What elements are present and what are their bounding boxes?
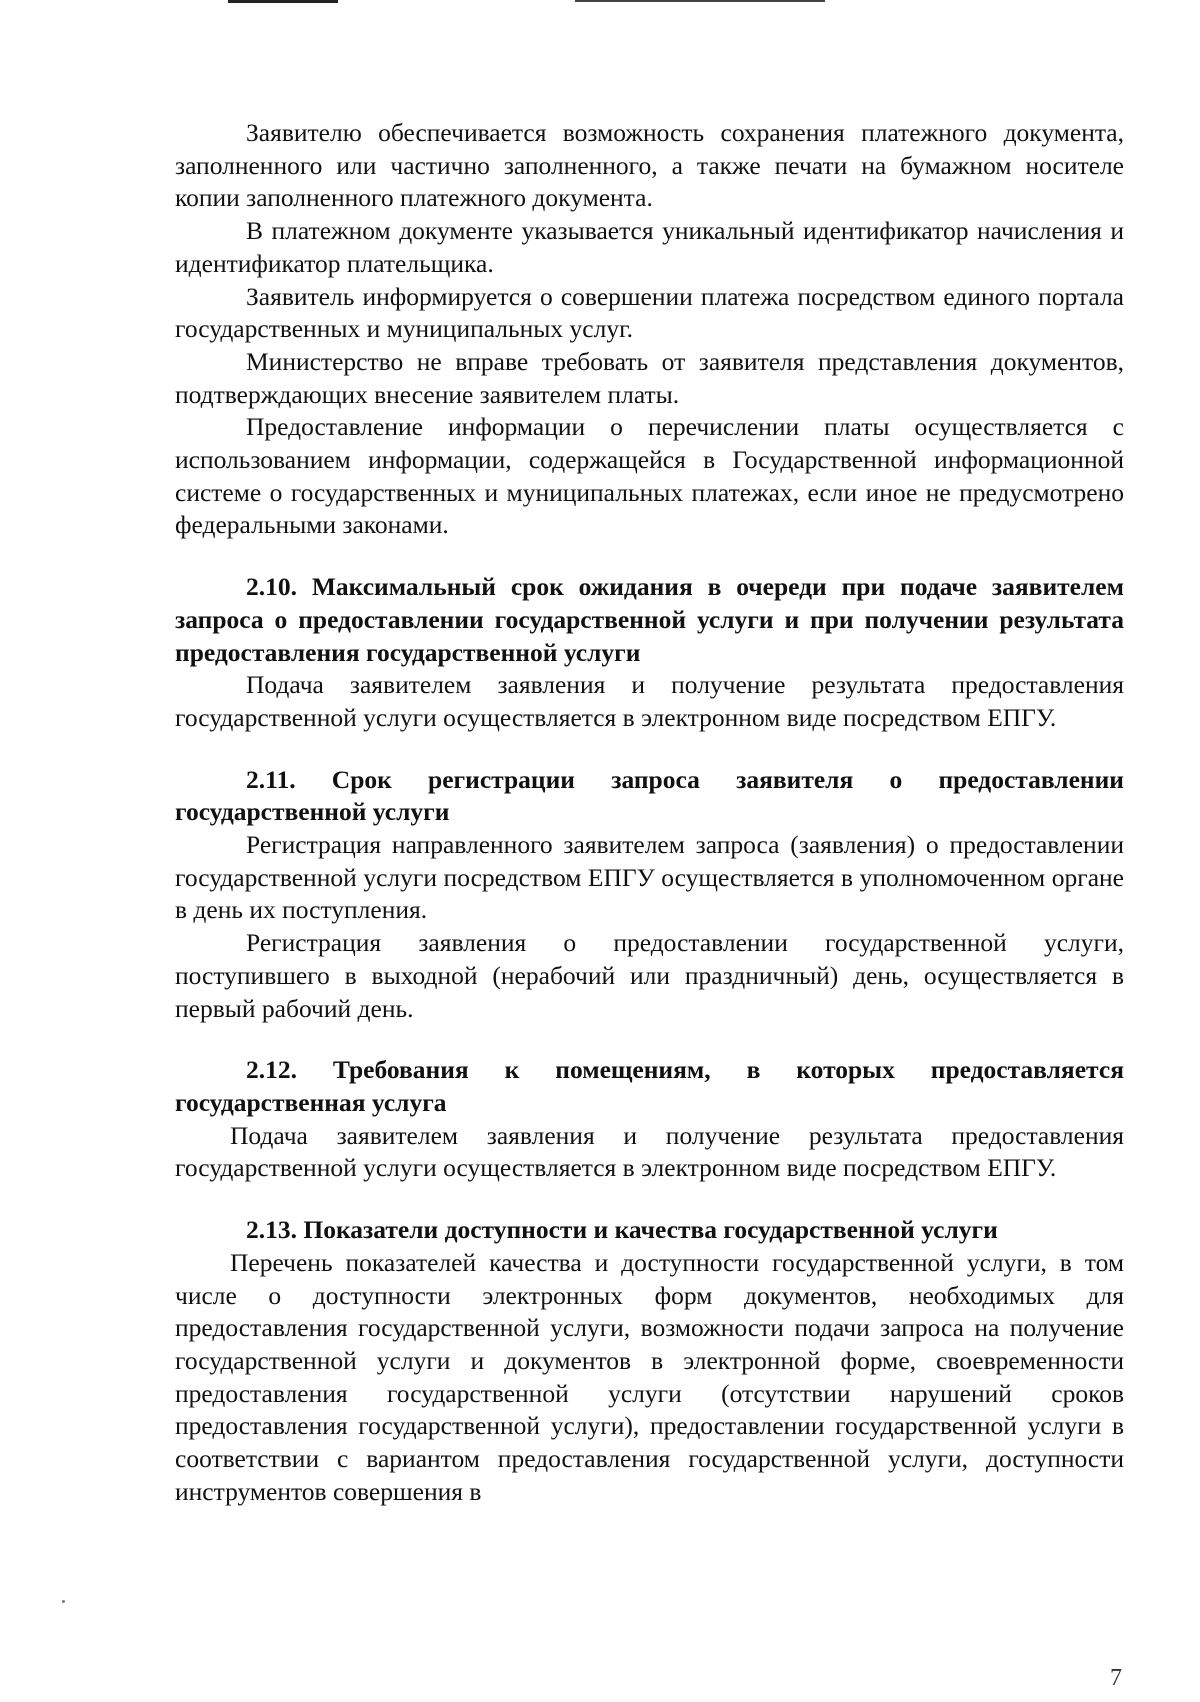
paragraph: Перечень показателей качества и доступности государственной услуги, в том числе о доступности электронных форм документов, необходимых для предоставления государственной услуги, возможности подачи запроса на получение государственной услуги и документов в электронной форме, своевременности предоставления государственной услуги (отсутствии нарушений сроков предоставления государственной услуги), предоставлении государственной услуги в соответствии с вариантом предоставления государственной услуги, доступности инструментов совершения в	[175, 1247, 1124, 1506]
paragraph: Регистрация направленного заявителем запроса (заявления) о предоставлении государственной услуги посредством ЕПГУ осуществляется в уполномоченном органе в день их поступления.	[175, 830, 1124, 925]
page-number: 7	[1110, 1665, 1122, 1691]
paragraph: В платежном документе указывается уникальный идентификатор начисления и идентификатор плательщика.	[175, 216, 1124, 278]
section-heading-2-10: 2.10. Максимальный срок ожидания в очереди при подаче заявителем запроса о предоставлении государственной услуги и при получении результата предоставления государственной услуги	[175, 572, 1124, 667]
paragraph: Предоставление информации о перечислении платы осуществляется с использованием информации, содержащейся в Государственной информационной системе о государственных и муниципальных платежах, если иное не предусмотрено федеральными законами.	[175, 412, 1124, 540]
scan-speck	[62, 1600, 65, 1603]
section-heading-2-11: 2.11. Срок регистрации запроса заявителя о предоставлении государственной услуги	[175, 764, 1124, 827]
paragraph: Заявителю обеспечивается возможность сохранения платежного документа, заполненного или частично заполненного, а также печати на бумажном носителе копии заполненного платежного документа.	[175, 118, 1124, 213]
section-heading-2-13: 2.13. Показатели доступности и качества государственной услуги	[246, 1215, 998, 1245]
paragraph: Подача заявителем заявления и получение результата предоставления государственной услуги осуществляется в электронном виде посредством ЕПГУ.	[175, 1120, 1124, 1183]
section-heading-2-12: 2.12. Требования к помещениям, в которых предоставляется государственная услуга	[175, 1055, 1124, 1117]
paragraph: Министерство не вправе требовать от заявителя представления документов, подтверждающих внесение заявителем платы.	[175, 346, 1124, 409]
paragraph: Подача заявителем заявления и получение результата предоставления государственной услуги осуществляется в электронном виде посредством ЕПГУ.	[175, 670, 1124, 732]
document-body	[175, 117, 1124, 1508]
top-left-rule	[228, 0, 338, 3]
top-right-rule	[575, 0, 825, 2]
paragraph: Регистрация заявления о предоставлении государственной услуги, поступившего в выходной (нерабочий или праздничный) день, осуществляется в первый рабочий день.	[175, 928, 1124, 1023]
paragraph: Заявитель информируется о совершении платежа посредством единого портала государственных и муниципальных услуг.	[175, 281, 1124, 344]
